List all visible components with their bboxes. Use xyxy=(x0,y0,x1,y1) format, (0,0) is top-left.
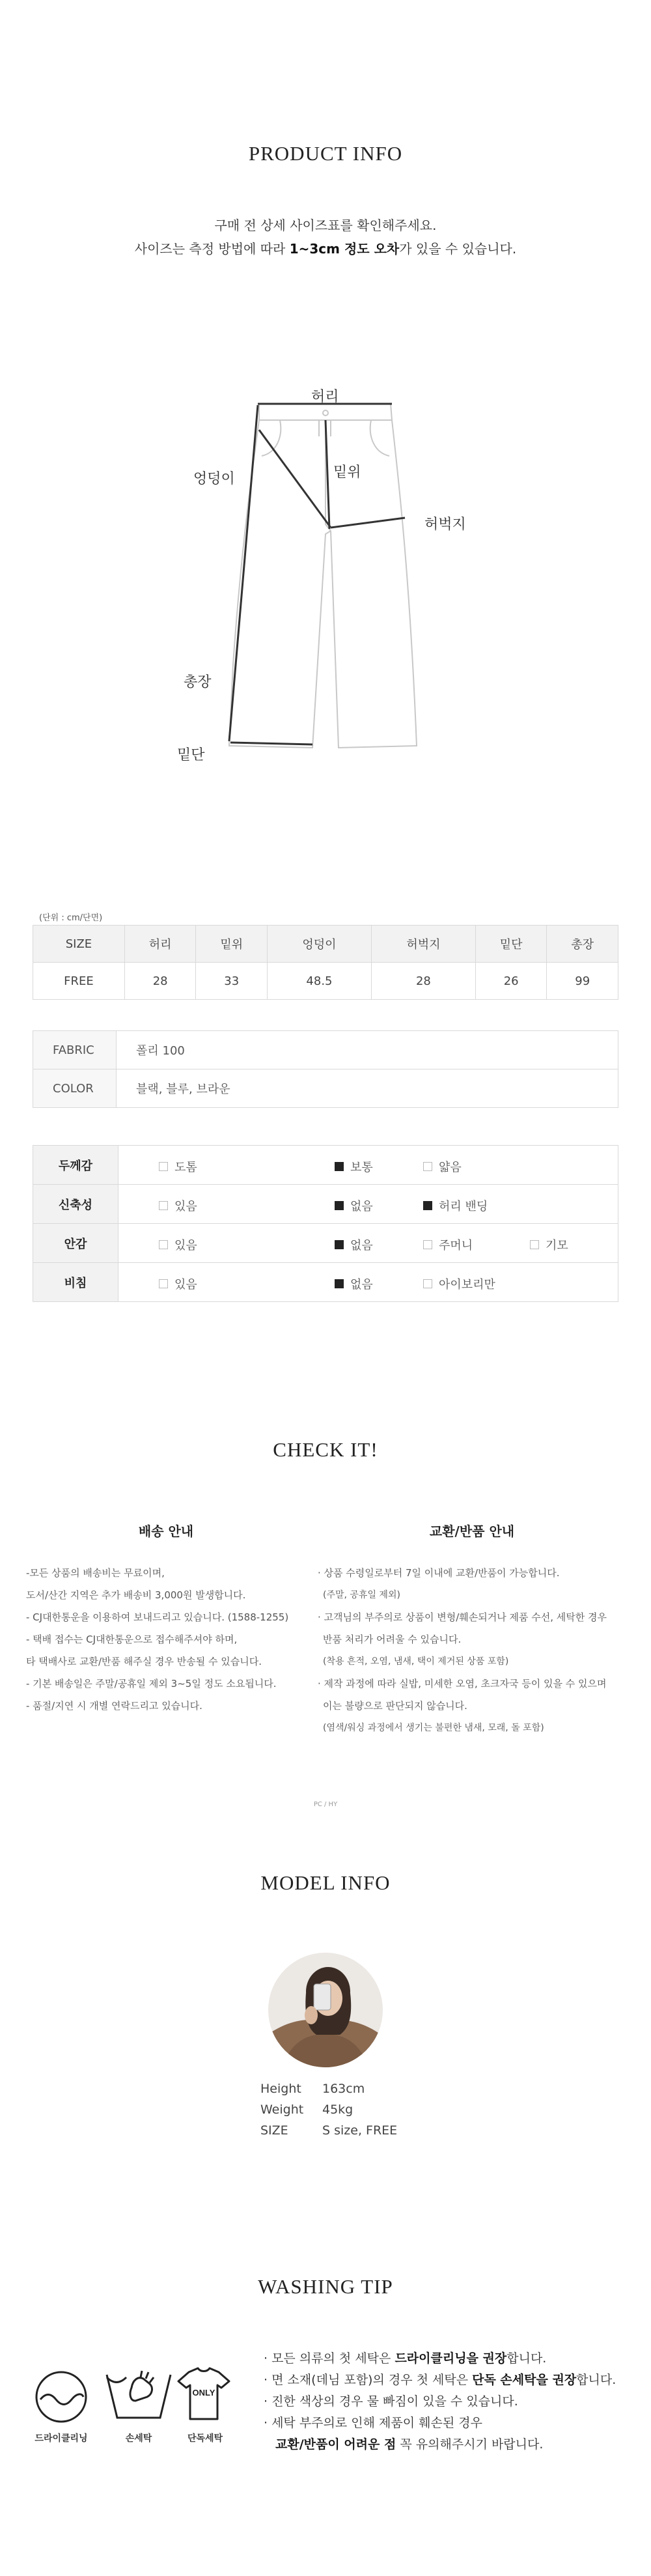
shipping-line: - CJ대한통운을 이용하여 보내드리고 있습니다. (1588-1255) xyxy=(26,1611,289,1623)
size-header-cell: 허리 xyxy=(124,926,196,963)
exchange-line: (염색/워싱 과정에서 생기는 불편한 냄새, 모래, 돌 포함) xyxy=(323,1723,544,1733)
size-table xyxy=(33,925,618,1000)
size-value-cell: 33 xyxy=(196,963,268,1000)
shipping-line: 도서/산간 지역은 추가 배송비 3,000원 발생합니다. xyxy=(26,1589,246,1601)
model-height-label: Height xyxy=(260,2082,301,2096)
size-header-cell: 밑단 xyxy=(475,926,547,963)
size-value-cell: 28 xyxy=(371,963,475,1000)
hand-wash-label: 손세탁 xyxy=(125,2433,152,2444)
checkbox-icon xyxy=(423,1162,432,1171)
label-rise: 밑위 xyxy=(333,464,361,481)
size-header-cell: 엉덩이 xyxy=(267,926,371,963)
exchange-line: 반품 처리가 어려울 수 있습니다. xyxy=(323,1634,462,1645)
size-notice-emphasis: 1~3cm 정도 오차 xyxy=(289,241,400,257)
checked-box-icon xyxy=(335,1279,344,1288)
model-avatar xyxy=(268,1953,383,2067)
wash-alone-label: 단독세탁 xyxy=(187,2433,223,2444)
label-hip: 엉덩이 xyxy=(193,471,235,487)
size-value-cell: 28 xyxy=(124,963,196,1000)
exchange-line: 이는 불량으로 판단되지 않습니다. xyxy=(323,1700,467,1712)
attr-label: 안감 xyxy=(33,1224,118,1263)
checkbox-icon xyxy=(530,1240,539,1249)
attr-label: 비침 xyxy=(33,1263,118,1302)
size-header-cell: 허벅지 xyxy=(371,926,475,963)
checkbox-icon xyxy=(159,1279,168,1288)
checked-box-icon xyxy=(335,1162,344,1171)
checkbox-icon xyxy=(159,1162,168,1171)
option-item xyxy=(530,1236,568,1253)
model-weight-row xyxy=(260,2102,353,2117)
checked-box-icon xyxy=(335,1240,344,1249)
attribute-table xyxy=(33,1145,618,1302)
option-label: 있음 xyxy=(174,1278,197,1292)
wash-alone-icon xyxy=(174,2364,233,2423)
model-size-label: SIZE xyxy=(260,2123,288,2138)
checked-box-icon xyxy=(335,1201,344,1210)
washing-tips xyxy=(264,2348,616,2456)
color-value: 블랙, 블루, 브라운 xyxy=(117,1069,618,1108)
exchange-line: (주말, 공휴일 제외) xyxy=(323,1590,400,1600)
size-notice-line1: 구매 전 상세 사이즈표를 확인해주세요. xyxy=(214,218,437,233)
washing-emphasis: 드라이클리닝을 권장 xyxy=(395,2351,507,2366)
size-value-cell: 99 xyxy=(547,963,618,1000)
attr-row-sheerness xyxy=(33,1263,618,1302)
label-hem: 밑단 xyxy=(177,747,205,763)
option-item xyxy=(159,1158,197,1175)
pants-right-pocket xyxy=(370,420,389,456)
exchange-list xyxy=(318,1562,607,1739)
model-info-title: MODEL INFO xyxy=(260,1871,391,1894)
label-length: 총장 xyxy=(184,674,212,690)
checkbox-icon xyxy=(423,1279,432,1288)
fabric-value: 폴리 100 xyxy=(117,1031,618,1069)
checked-box-icon xyxy=(423,1201,432,1210)
washing-line xyxy=(264,2370,616,2391)
size-table-header-row xyxy=(33,926,618,963)
option-item xyxy=(423,1275,495,1292)
shipping-line: -모든 상품의 배송비는 무료이며, xyxy=(26,1567,165,1579)
pants-left-leg xyxy=(229,420,331,748)
model-size-row xyxy=(260,2123,397,2138)
label-waist: 허리 xyxy=(311,389,339,405)
option-label: 보통 xyxy=(350,1161,373,1174)
washing-line xyxy=(264,2434,616,2456)
washing-emphasis: 단독 손세탁을 권장 xyxy=(472,2373,577,2387)
length-measure-line xyxy=(229,405,258,741)
washing-emphasis: 교환/반품이 어려운 점 xyxy=(275,2437,396,2452)
option-item xyxy=(423,1158,462,1175)
color-label: COLOR xyxy=(33,1069,117,1108)
option-item xyxy=(335,1158,373,1175)
model-weight-value: 45kg xyxy=(322,2102,353,2117)
attr-label: 신축성 xyxy=(33,1185,118,1224)
option-label: 허리 밴딩 xyxy=(439,1200,488,1213)
washing-text: 합니다. xyxy=(506,2351,547,2366)
washing-text: · 면 소재(데님 포함)의 경우 첫 세탁은 xyxy=(264,2373,473,2387)
shipping-line: 타 택배사로 교환/반품 해주실 경우 반송될 수 있습니다. xyxy=(26,1656,262,1667)
pants-button xyxy=(323,410,328,416)
option-item xyxy=(335,1236,373,1253)
size-header-cell: SIZE xyxy=(33,926,125,963)
product-info-title: PRODUCT INFO xyxy=(248,142,403,165)
hip-measure-line xyxy=(259,430,331,528)
option-label: 없음 xyxy=(350,1278,373,1292)
option-item xyxy=(335,1275,373,1292)
washing-line xyxy=(264,2348,616,2370)
washing-text: 합니다. xyxy=(576,2373,616,2387)
size-table-row xyxy=(33,963,618,1000)
option-item xyxy=(159,1236,197,1253)
exchange-line: · 제작 과정에 따라 실밥, 미세한 오염, 초크자국 등이 있을 수 있으며 xyxy=(318,1678,607,1690)
attr-row-lining xyxy=(33,1224,618,1263)
size-value-cell: 48.5 xyxy=(267,963,371,1000)
thigh-measure-line xyxy=(331,518,405,528)
size-value-cell: FREE xyxy=(33,963,125,1000)
washing-line: · 세탁 부주의로 인해 제품이 훼손된 경우 xyxy=(264,2416,482,2430)
option-item xyxy=(423,1236,473,1253)
option-label: 없음 xyxy=(350,1239,373,1253)
exchange-line: (착용 흔적, 오염, 냄새, 택이 제거된 상품 포함) xyxy=(323,1656,509,1667)
washing-tip-title: WASHING TIP xyxy=(258,2275,393,2298)
option-item xyxy=(423,1197,488,1214)
fabric-table xyxy=(33,1030,618,1108)
color-row xyxy=(33,1069,618,1108)
exchange-line: · 상품 수령일로부터 7일 이내에 교환/반품이 가능합니다. xyxy=(318,1567,560,1579)
pants-diagram xyxy=(215,391,436,762)
size-notice-line2 xyxy=(0,237,651,261)
fabric-label: FABRIC xyxy=(33,1031,117,1069)
shipping-line: - 품절/지연 시 개별 연락드리고 있습니다. xyxy=(26,1700,202,1712)
fabric-row xyxy=(33,1031,618,1069)
option-label: 없음 xyxy=(350,1200,373,1213)
check-it-title: CHECK IT! xyxy=(273,1438,378,1461)
shipping-list xyxy=(26,1562,288,1717)
hand-wash-icon xyxy=(104,2368,173,2423)
brand-mark: PC / HY xyxy=(313,1801,338,1808)
shipping-line: - 기본 배송일은 주말/공휴일 제외 3~5일 정도 소요됩니다. xyxy=(26,1678,277,1690)
option-item xyxy=(335,1197,373,1214)
size-unit: (단위 : cm/단면) xyxy=(39,913,103,923)
model-height-row xyxy=(260,2082,365,2096)
checkbox-icon xyxy=(159,1240,168,1249)
washing-text: 꼭 유의해주시기 바랍니다. xyxy=(396,2437,544,2452)
size-header-cell: 밑위 xyxy=(196,926,268,963)
shipping-line: - 택배 접수는 CJ대한통운으로 접수해주셔야 하며, xyxy=(26,1634,238,1645)
option-label: 있음 xyxy=(174,1200,197,1213)
size-notice-text-end: 가 있을 수 있습니다. xyxy=(399,241,517,257)
label-thigh: 허벅지 xyxy=(424,517,466,533)
size-notice-text: 사이즈는 측정 방법에 따라 xyxy=(134,241,290,257)
shipping-title: 배송 안내 xyxy=(138,1523,194,1539)
option-label: 도톰 xyxy=(174,1161,197,1174)
attr-row-thickness xyxy=(33,1146,618,1185)
option-item xyxy=(159,1197,197,1214)
checkbox-icon xyxy=(159,1201,168,1210)
option-label: 얇음 xyxy=(439,1161,462,1174)
attr-label: 두께감 xyxy=(33,1146,118,1185)
wash-alone-text: ONLY xyxy=(192,2388,215,2398)
checkbox-icon xyxy=(423,1240,432,1249)
model-weight-label: Weight xyxy=(260,2102,304,2117)
washing-line: · 진한 색상의 경우 물 빠짐이 있을 수 있습니다. xyxy=(264,2394,518,2409)
washing-text: · 모든 의류의 첫 세탁은 xyxy=(264,2351,395,2366)
dry-clean-icon xyxy=(31,2371,91,2423)
option-label: 아이보리만 xyxy=(439,1278,495,1292)
option-label: 주머니 xyxy=(439,1239,473,1253)
hem-measure-line xyxy=(230,743,312,744)
exchange-line: · 고객님의 부주의로 상품이 변형/훼손되거나 제품 수선, 세탁한 경우 xyxy=(318,1611,607,1623)
model-size-value: S size, FREE xyxy=(322,2123,398,2138)
dry-clean-label: 드라이클리닝 xyxy=(35,2433,88,2444)
option-label: 있음 xyxy=(174,1239,197,1253)
attr-row-stretch xyxy=(33,1185,618,1224)
size-header-cell: 총장 xyxy=(547,926,618,963)
size-notice xyxy=(0,214,651,261)
option-item xyxy=(159,1275,197,1292)
option-label: 기모 xyxy=(546,1239,568,1253)
model-height-value: 163cm xyxy=(322,2082,365,2096)
pants-waistband xyxy=(259,404,392,420)
size-value-cell: 26 xyxy=(475,963,547,1000)
exchange-title: 교환/반품 안내 xyxy=(429,1523,515,1539)
